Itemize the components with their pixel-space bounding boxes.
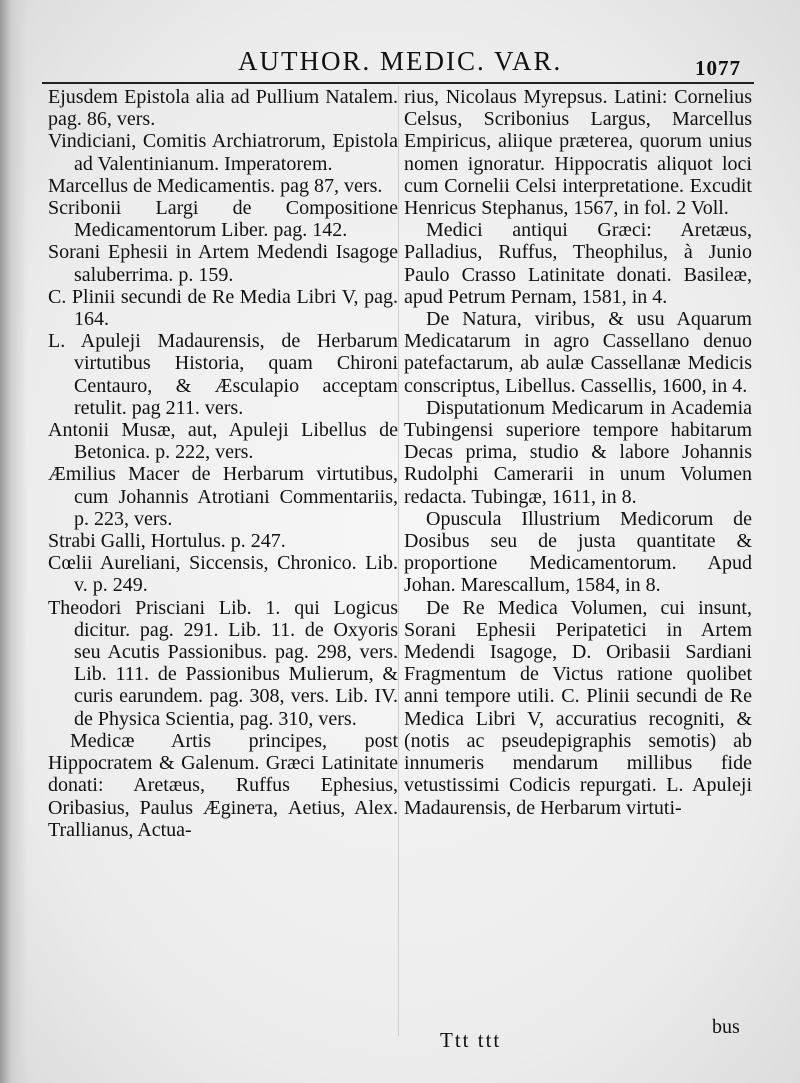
text-paragraph: Disputationum Medicarum in Academia Tubingensi superiore tempore habitarum Decas prima, studio & labore Johannis Rudolphi Camerarii in unum Volumen redacta. Tubingæ, 1611, in 8. xyxy=(404,396,752,508)
signature-mark: Ttt ttt xyxy=(440,1028,502,1052)
text-paragraph: rius, Nicolaus Myrepsus. Latini: Cornelius Celsus, Scribonius Largus, Marcellus Empiricus, aliique præterea, quorum unius nomen ignoratur. Hippocratis aliquot loci cum Cornelii Celsi interpretatione. Excudit Henricus Stephanus, 1567, in fol. 2 Voll. xyxy=(404,86,752,220)
text-entry: Cœlii Aureliani, Siccensis, Chronico. Lib. v. p. 249. xyxy=(48,552,398,597)
text-entry: L. Apuleji Madaurensis, de Herbarum virtutibus Historia, quam Chironi Centauro, & Æsculapio acceptam retulit. pag 211. vers. xyxy=(48,330,398,419)
text-entry: Marcellus de Medicamentis. pag 87, vers. xyxy=(48,174,383,197)
right-column xyxy=(404,86,752,819)
text-paragraph: De Re Medica Volumen, cui insunt, Sorani Ephesii Peripatetici in Artem Medendi Isagoge, D. Oribasii Sardiani Fragmentum de Victus ratione quolibet anni tempore utili. C. Plinii secundi de Re Medica Libri V, accuratius recogniti, & (notis ac pseudepigraphis semotis) ab innumeris mendarum millibus fide vetustissimi Codicis repurgati. L. Apuleji Madaurensis, de Herbarum virtuti- xyxy=(404,596,752,819)
text-entry: Vindiciani, Comitis Archiatrorum, Epistola ad Valentinianum. Imperatorem. xyxy=(48,130,398,175)
page-header xyxy=(0,46,800,82)
page-footer xyxy=(0,1016,800,1056)
text-entry: Theodori Prisciani Lib. 1. qui Logicus dicitur. pag. 291. Lib. 11. de Oxyoris seu Acutis Passionibus. pag. 298, vers. Lib. 111. de Passionibus Mulierum, & curis earundem. pag. 308, vers. Lib. IV. de Physica Scientia, pag. 310, vers. xyxy=(48,596,398,730)
text-entry: Strabi Galli, Hortulus. p. 247. xyxy=(48,530,286,553)
page-number: 1077 xyxy=(695,56,741,80)
page-gutter-shadow xyxy=(0,0,28,1083)
header-rule xyxy=(42,82,754,84)
left-column xyxy=(48,86,398,841)
text-paragraph: Opuscula Illustrium Medicorum de Dosibus seu de justa quantitate & proportione Medicamentorum. Apud Johan. Marescallum, 1584, in 8. xyxy=(404,507,752,597)
text-paragraph: Medici antiqui Græci: Aretæus, Palladius, Ruffus, Theophilus, à Junio Paulo Crasso Latinitate donati. Basileæ, apud Petrum Pernam, 1581, in 4. xyxy=(404,219,752,308)
running-title: AUTHOR. MEDIC. VAR. xyxy=(238,46,563,76)
text-entry: Æmilius Macer de Herbarum virtutibus, cum Johannis Atrotiani Commentariis, p. 223, vers. xyxy=(48,463,398,530)
text-entry: Sorani Ephesii in Artem Medendi Isagoge saluberrima. p. 159. xyxy=(48,241,398,286)
text-paragraph: De Natura, viribus, & usu Aquarum Medicatarum in agro Cassellano denuo patefactarum, ab aulæ Cassellanæ Medicis conscriptus, Libellus. Cassellis, 1600, in 4. xyxy=(404,308,752,397)
text-entry: Ejusdem Epistola alia ad Pullium Natalem. pag. 86, vers. xyxy=(48,86,398,131)
catchword: bus xyxy=(712,1016,740,1038)
text-entry: Antonii Musæ, aut, Apuleji Libellus de Betonica. p. 222, vers. xyxy=(48,419,398,464)
column-divider xyxy=(398,86,399,1036)
text-paragraph: Medicæ Artis principes, post Hippocratem & Galenum. Græci Latinitate donati: Aretæus, Ruffus Ephesius, Oribasius, Paulus Æginета, Aetius, Alex. Trallianus, Actua- xyxy=(48,729,398,841)
text-entry: Scribonii Largi de Compositione Medicamentorum Liber. pag. 142. xyxy=(48,197,398,242)
text-entry: C. Plinii secundi de Re Media Libri V, pag. 164. xyxy=(48,285,398,331)
